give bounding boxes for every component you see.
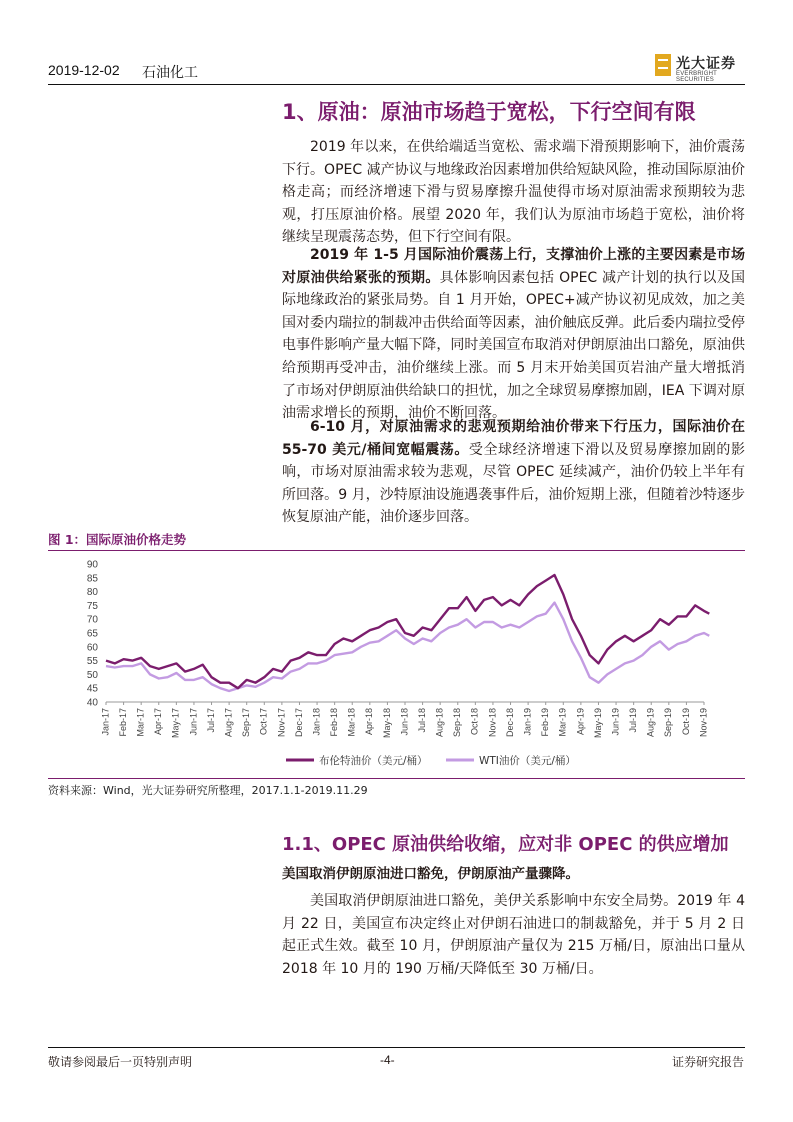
y-tick-label: 50 bbox=[86, 669, 98, 681]
oil-price-chart bbox=[48, 552, 745, 776]
header-rule bbox=[48, 84, 745, 85]
x-tick-label: Aug-17 bbox=[223, 708, 234, 738]
x-tick-label: Nov-19 bbox=[698, 708, 709, 738]
section-1-1-paragraph: 美国取消伊朗原油进口豁免，美伊关系影响中东安全局势。2019 年 4 月 22 日，美国宣布决定终止对伊朗石油进口的制裁豁免，并于 5 月 2 日起正式生效。截至 10 月，伊朗原油产量仅为 215 万桶/日，原油出口量从 2018 年 10 月的 190 万桶/天降低至 30 万桶/日。 bbox=[282, 893, 745, 977]
footer-disclaimer: 敬请参阅最后一页特别声明 bbox=[48, 1055, 193, 1069]
paragraph-3-body: 受全球经济增速下滑以及贸易摩擦加剧的影响，市场对原油需求较为悲观，尽管 OPEC 延续减产，油价仍较上半年有所回落。9 月，沙特原油设施遇袭事件后，油价短期上涨，但随着沙特逐步恢复原油产能，油价逐步回落。 bbox=[282, 441, 745, 526]
y-tick-label: 90 bbox=[86, 559, 98, 571]
x-tick-label: Apr-17 bbox=[153, 708, 164, 736]
section-1-title: 1、原油：原油市场趋于宽松，下行空间有限 bbox=[282, 100, 696, 124]
x-tick-label: Jul-19 bbox=[628, 708, 639, 733]
x-tick-label: May-18 bbox=[381, 708, 392, 739]
logo-cn-text: 光大证券 bbox=[676, 56, 736, 72]
x-tick-label: Feb-18 bbox=[329, 708, 340, 737]
x-tick-label: Mar-17 bbox=[135, 708, 146, 737]
x-tick-label: Aug-18 bbox=[434, 708, 445, 738]
y-tick-label: 55 bbox=[86, 656, 98, 668]
report-date: 2019-12-02 bbox=[48, 62, 120, 78]
y-tick-label: 40 bbox=[86, 697, 98, 709]
footer-rule bbox=[48, 1047, 745, 1048]
x-tick-label: Jul-17 bbox=[205, 708, 216, 733]
x-tick-label: Jan-19 bbox=[522, 708, 533, 736]
x-tick-label: Feb-19 bbox=[540, 708, 551, 737]
x-tick-label: Dec-17 bbox=[293, 708, 304, 738]
page-number: -4- bbox=[380, 1053, 395, 1067]
logo-en-text: EVERBRIGHT SECURITIES bbox=[676, 71, 717, 83]
x-tick-label: Apr-18 bbox=[364, 708, 375, 736]
y-tick-label: 80 bbox=[86, 587, 98, 599]
legend-label-0: 布伦特油价（美元/桶） bbox=[319, 755, 428, 767]
footer-report-type: 证券研究报告 bbox=[672, 1055, 745, 1069]
section-1-paragraph-3 bbox=[282, 416, 745, 529]
figure-bottom-rule bbox=[48, 778, 745, 779]
y-tick-label: 75 bbox=[86, 600, 98, 612]
series-line-brent bbox=[106, 575, 709, 688]
x-tick-label: Apr-19 bbox=[575, 708, 586, 736]
x-tick-label: Feb-17 bbox=[117, 708, 128, 737]
x-tick-label: May-17 bbox=[170, 708, 181, 739]
x-tick-label: Nov-17 bbox=[276, 708, 287, 738]
x-tick-label: Mar-18 bbox=[346, 708, 357, 737]
x-tick-label: Sep-19 bbox=[663, 708, 674, 738]
x-tick-label: Oct-17 bbox=[258, 708, 269, 736]
series-line-wti bbox=[106, 603, 709, 691]
paragraph-2-bold-lead: 2019 年 1-5 月国际油价震荡上行，支撑油价上涨的主要因素是市场对原油供给紧张的预期。 bbox=[282, 247, 745, 286]
x-tick-label: Jun-17 bbox=[188, 708, 199, 736]
section-1-1-title: 1.1、OPEC 原油供给收缩，应对非 OPEC 的供应增加 bbox=[282, 834, 729, 855]
x-tick-label: Sep-18 bbox=[452, 708, 463, 738]
x-tick-label: Jan-18 bbox=[311, 708, 322, 736]
x-tick-label: Aug-19 bbox=[645, 708, 656, 738]
section-1-paragraph-2 bbox=[282, 244, 745, 425]
everbright-logo bbox=[655, 52, 747, 82]
x-tick-label: Oct-18 bbox=[469, 708, 480, 736]
y-tick-label: 45 bbox=[86, 683, 98, 695]
logo-mark-icon bbox=[655, 54, 671, 76]
report-topic: 石油化工 bbox=[142, 65, 198, 81]
legend-label-1: WTI油价（美元/桶） bbox=[479, 755, 576, 767]
x-tick-label: Oct-19 bbox=[680, 708, 691, 736]
x-tick-label: Jun-18 bbox=[399, 708, 410, 736]
paragraph-2-body: 具体影响因素包括 OPEC 减产计划的执行以及国际地缘政治的紧张局势。自 1 月开始，OPEC+减产协议初见成效，加之美国对委内瑞拉的制裁冲击供给面等因素，油价触底反弹。此后委内瑞拉受停电事件影响产量大幅下降，同时美国宣布取消对伊朗原油出口豁免，原油供给预期再受冲击，油价继续上涨。而 5 月末开始美国页岩油产量大增抵消了市场对伊朗原油供给缺口的担忧，加之全球贸易摩擦加剧，IEA 下调对原油需求增长的预期，油价不断回落。 bbox=[282, 269, 745, 422]
x-tick-label: Jul-18 bbox=[416, 708, 427, 733]
paragraph-3-bold-lead: 6-10 月，对原油需求的悲观预期给油价带来下行压力，国际油价在 55-70 美元/桶间宽幅震荡。 bbox=[282, 419, 745, 458]
x-tick-label: Jun-19 bbox=[610, 708, 621, 736]
x-tick-label: May-19 bbox=[592, 708, 603, 739]
x-tick-label: Jan-17 bbox=[100, 708, 111, 736]
y-tick-label: 60 bbox=[86, 642, 98, 654]
x-tick-label: Mar-19 bbox=[557, 708, 568, 737]
y-tick-label: 70 bbox=[86, 614, 98, 626]
figure-1-title: 图 1：国际原油价格走势 bbox=[48, 532, 187, 547]
section-1-paragraph-1: 2019 年以来，在供给端适当宽松、需求端下滑预期影响下，油价震荡下行。OPEC 减产协议与地缘政治因素增加供给短缺风险，推动国际原油价格走高；而经济增速下滑与贸易摩擦升温使得市场对原油需求预期较为悲观，打压原油价格。展望 2020 年，我们认为原油市场趋于宽松，油价将继续呈现震荡态势，但下行空间有限。 bbox=[282, 139, 745, 246]
x-tick-label: Dec-18 bbox=[504, 708, 515, 738]
y-tick-label: 65 bbox=[86, 628, 98, 640]
x-tick-label: Nov-18 bbox=[487, 708, 498, 738]
section-1-1-subheading: 美国取消伊朗原油进口豁免，伊朗原油产量骤降。 bbox=[282, 866, 579, 882]
x-tick-label: Sep-17 bbox=[241, 708, 252, 738]
figure-source: 资料来源：Wind，光大证券研究所整理，2017.1.1-2019.11.29 bbox=[48, 784, 368, 797]
y-tick-label: 85 bbox=[86, 573, 98, 585]
figure-top-rule bbox=[48, 550, 745, 551]
